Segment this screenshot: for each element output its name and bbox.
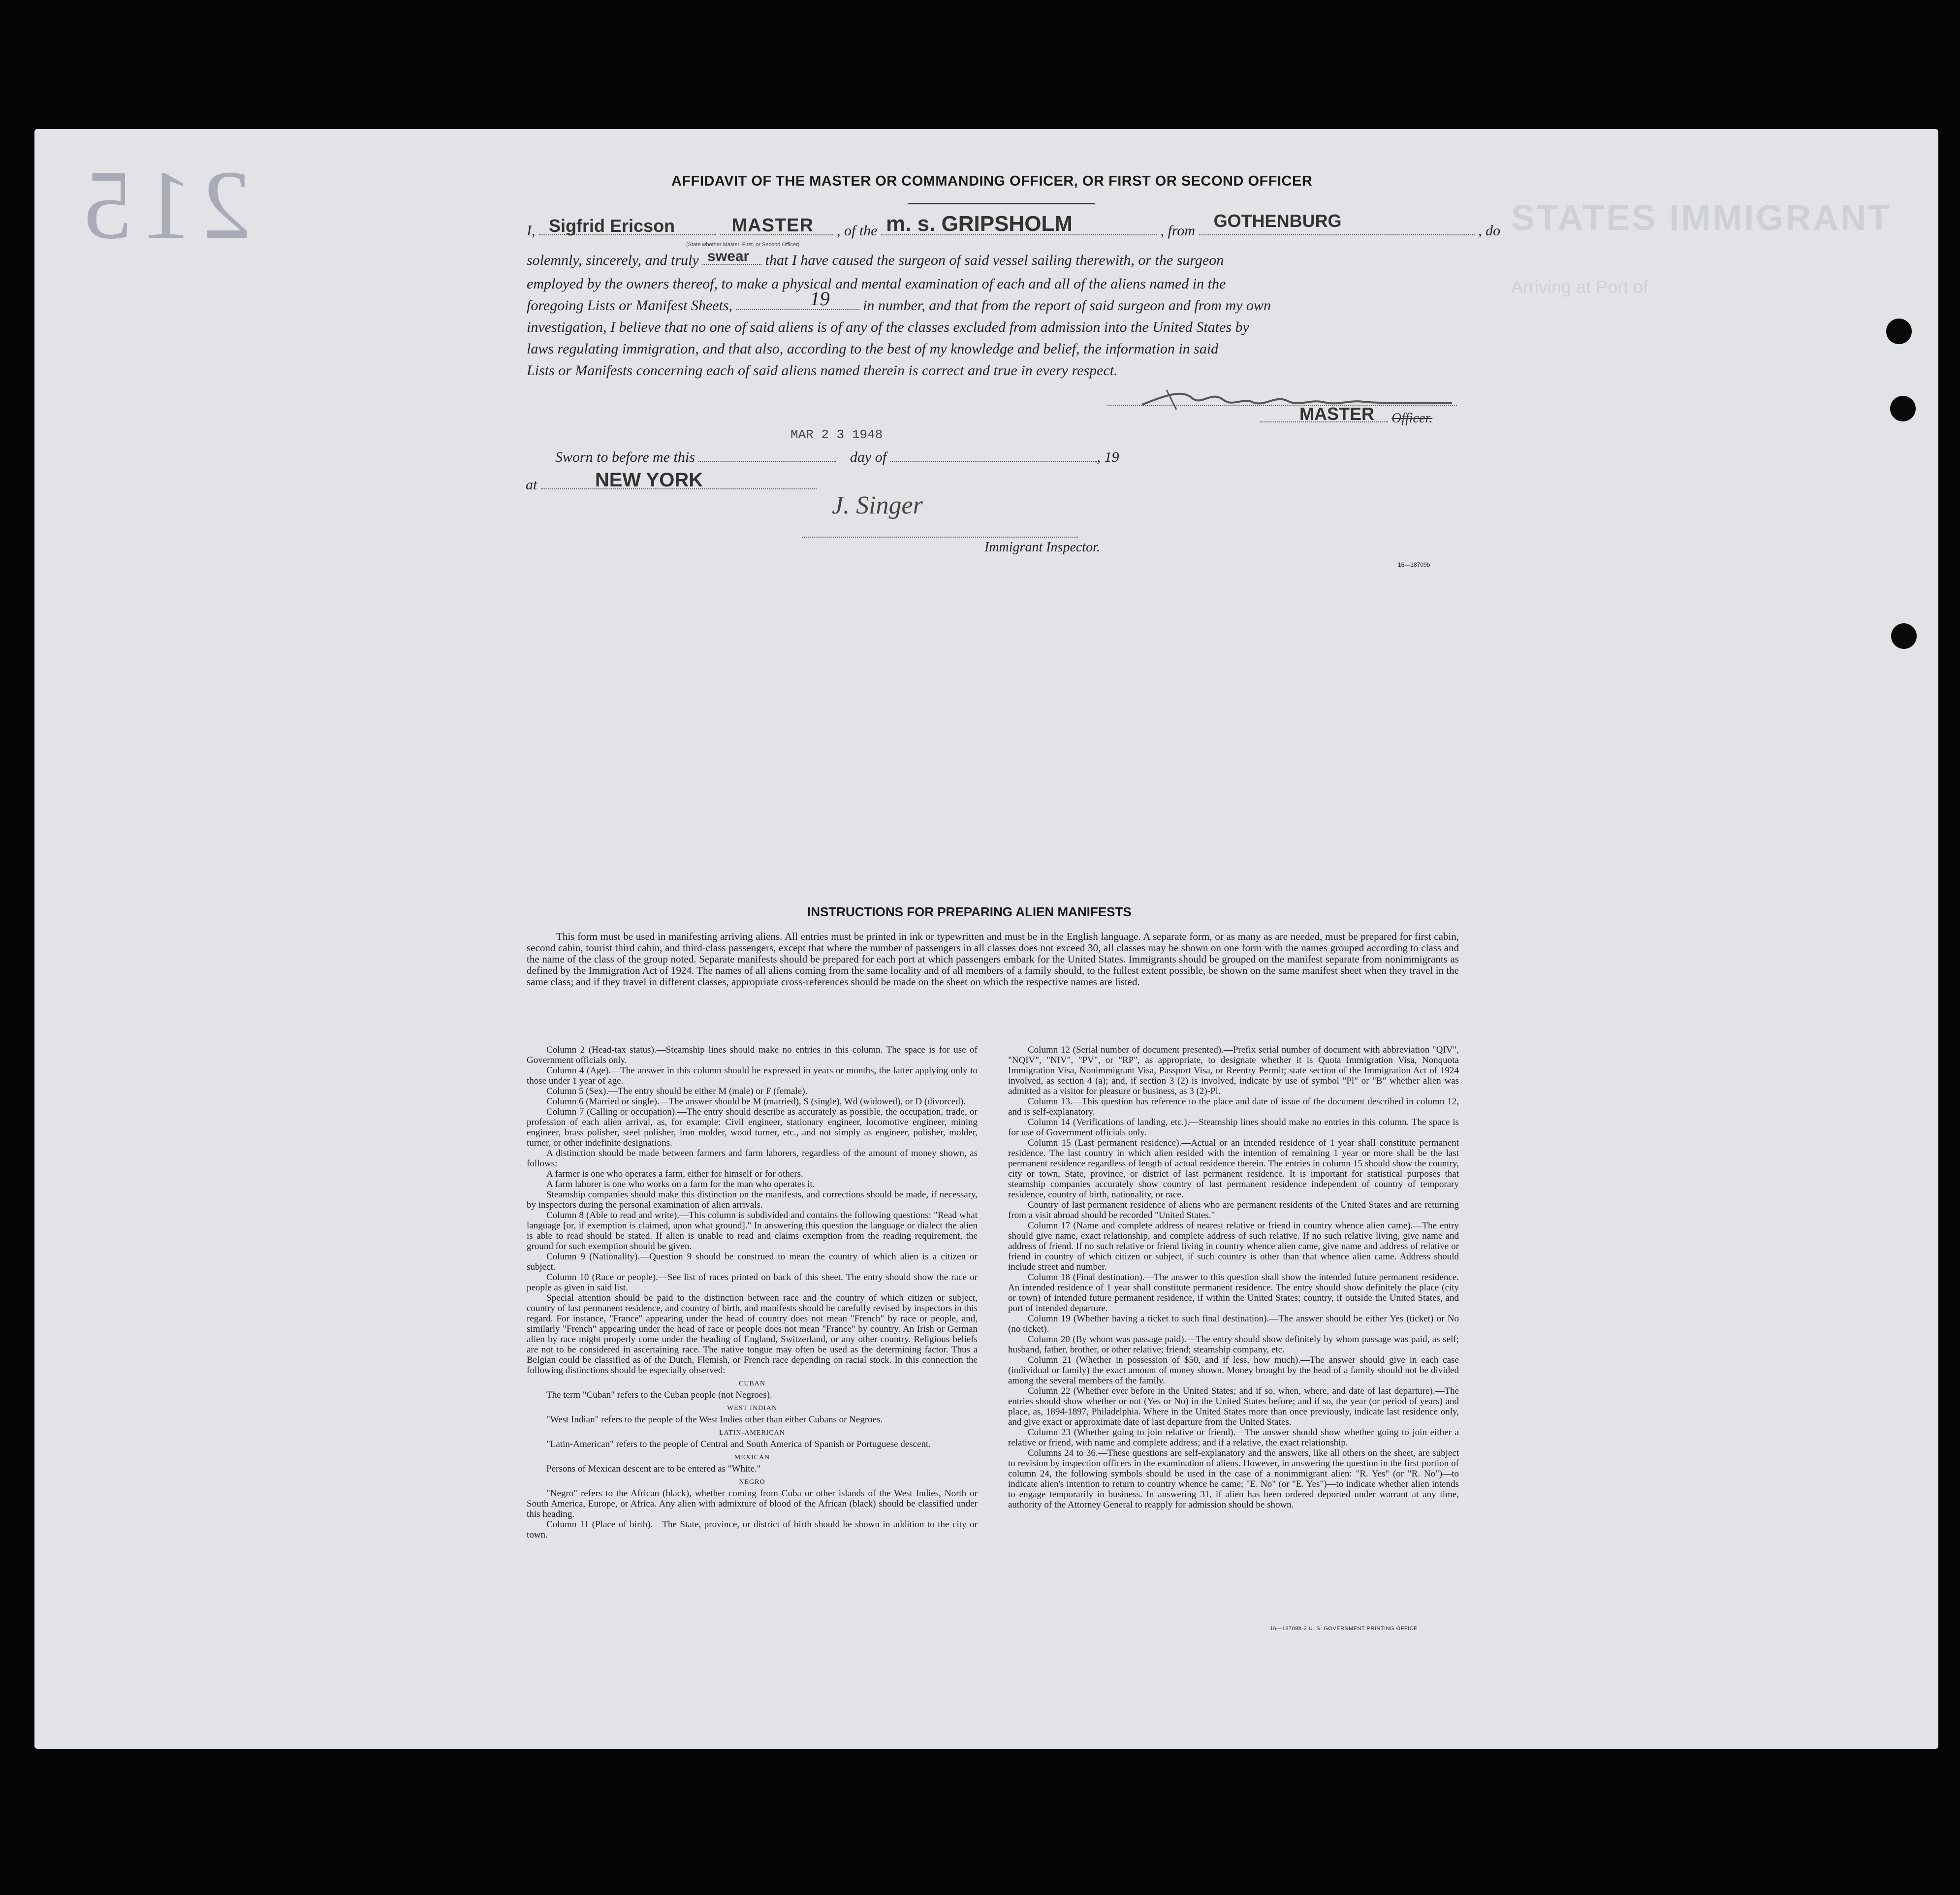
affidavit-line-6: laws regulating immigration, and that also, according to the best of my knowledge and belief, the information in said	[527, 341, 1219, 357]
race-definition: Persons of Mexican descent are to be entered as "White."	[546, 1464, 761, 1474]
title-rule	[908, 203, 1095, 204]
race-heading: WEST INDIAN	[727, 1405, 778, 1412]
instruction-paragraph: A farm laborer is one who works on a farm for the man who operates it.	[546, 1179, 815, 1189]
instructions-title: INSTRUCTIONS FOR PREPARING ALIEN MANIFESTS	[807, 904, 1132, 919]
instruction-paragraph: Column 6 (Married or single).—The answer should be M (married), S (single), Wd (widowed), or D (divorced).	[546, 1096, 966, 1107]
instruction-paragraph: Column 9 (Nationality).—Question 9 should be construed to mean the country of which alien is a citizen or subject.	[527, 1252, 978, 1272]
document-sheet	[34, 129, 1938, 1749]
place-line: at NEW YORK	[526, 477, 817, 493]
instruction-paragraph: Column 11 (Place of birth).—The State, province, or district of birth should be shown in addition to the city or town.	[527, 1519, 978, 1540]
instruction-paragraph: Column 23 (Whether going to join relative or friend).—The answer should show whether going to join either a relative or friend, with name and complete address; and if a relative, the exact relationship.	[1008, 1427, 1459, 1448]
rank-field	[720, 215, 833, 236]
race-definition: "Negro" refers to the African (black), whether coming from Cuba or other islands of the West Indies, North or South America, Europe, or Africa. Any alien with admixture of blood of the African (black) should be classified under this heading.	[527, 1488, 978, 1519]
printing-office-footer: 16—18709b-2 U. S. GOVERNMENT PRINTING OFFICE	[1270, 1626, 1418, 1632]
race-definition: The term "Cuban" refers to the Cuban people (not Negroes).	[546, 1390, 772, 1400]
instruction-paragraph: A farmer is one who operates a farm, either for himself or for others.	[546, 1169, 803, 1179]
name-field	[539, 216, 716, 236]
instruction-paragraph: Column 19 (Whether having a ticket to such final destination).—The answer should be either Yes (ticket) or No (no ticket).	[1008, 1314, 1459, 1334]
inspector-signature: J. Singer	[832, 491, 923, 519]
instruction-paragraph: Column 17 (Name and complete address of nearest relative or friend in country whence alien came).—The entry should give name, exact relationship, and complete address of such relative. If no such relative living, give name and address of friend. If no such relative or friend living in country whence alien came, give name and address of relative or friend in country of which citizen or subject, if such country is other than that whence alien came. Address should include street and number.	[1008, 1221, 1459, 1272]
affidavit-line-3: employed by the owners thereof, to make a physical and mental examination of each and all of the aliens named in the	[527, 276, 1226, 292]
instruction-paragraph: Column 12 (Serial number of document presented).—Prefix serial number of document with abbreviation "QIV", "NQIV", "NIV", "PV", or "RP", as appropriate, to designate whether it is Quota Immigration Visa, Nonquota Immigration Visa, Nonimmigrant Visa, Passport Visa, or Reentry Permit; state section of the Immigration Act of 1924 involved, as section 4 (a); and, if section 3 (2) is involved, indicate by use of symbol "Pl" or "B" whether alien was admitted as a visitor for pleasure or business, as 3 (2)-Pl.	[1008, 1045, 1459, 1096]
instruction-paragraph: Column 22 (Whether ever before in the United States; and if so, when, where, and date of last departure).—The entries should show whether or not (Yes or No) in the United States before; and if so, the year (or period of years) and place, as, 1894-1897, Philadelphia. Where in the United States more than once previously, indicate last residence only, and give exact or approximate date of last departure from the United States.	[1008, 1386, 1459, 1427]
instructions-right-column	[1008, 1045, 1459, 1510]
instruction-paragraph: Column 15 (Last permanent residence).—Actual or an intended residence of 1 year shall constitute permanent residence. The last country in which alien resided with the intention of remaining 1 year or more shall be the last permanent residence regardless of length of actual residence therein. The entries in column 15 should show the country, city or town, State, province, or district of last permanent residence. It is important for statistical purposes that steamship companies accurately show country of last permanent residence independent of country of temporary residence, country of birth, nationality, or race.	[1008, 1138, 1459, 1200]
bleed-through-header: STATES IMMIGRANT	[1511, 198, 1892, 238]
signature-line	[1107, 405, 1457, 406]
instruction-paragraph: Column 21 (Whether in possession of $50, and if less, how much).—The answer should give in each case (individual or family) the exact amount of money shown. Money brought by the head of a family should not be divided among the several members of the family.	[1008, 1355, 1459, 1386]
inspector-label: Immigrant Inspector.	[984, 540, 1100, 555]
place-name: NEW YORK	[595, 469, 703, 491]
page-number: 215	[74, 151, 251, 259]
master-rank: MASTER	[731, 215, 814, 236]
binder-hole	[1890, 396, 1916, 421]
officer-line	[1260, 404, 1506, 426]
binder-hole	[1891, 623, 1917, 649]
instruction-paragraph: A distinction should be made between farmers and farm laborers, regardless of the amount of money shown, as follows:	[527, 1148, 978, 1169]
officer-rank: MASTER	[1299, 404, 1374, 424]
vessel-field	[881, 212, 1157, 236]
bleed-through-subline: Arriving at Port of	[1511, 277, 1648, 297]
instruction-paragraph: Country of last permanent residence of aliens who are permanent residents of the United States and are returning from a visit abroad should be recorded "United States."	[1008, 1200, 1459, 1221]
instruction-paragraph: Columns 24 to 36.—These questions are self-explanatory and the answers, like all others on the sheet, are subject to revision by inspection officers in the examination of aliens. However, in answering the question in the first portion of column 24, the following symbols should be used in the case of a nonimmigrant alien: "R. Yes" (or "R. No")—to indicate alien's intention to return to country whence he came; "E. No" (or "E. Yes")—to indicate whether alien intends to engage temporarily in business. In answering 31, if alien has been ordered deported under warrant at any time, authority of the Attorney General to reapply for admission should be shown.	[1008, 1448, 1459, 1510]
instruction-paragraph: Column 4 (Age).—The answer in this column should be expressed in years or months, the latter applying only to those under 1 year of age.	[527, 1065, 978, 1086]
oath-word: swear	[707, 248, 750, 264]
officer-label: Officer.	[1391, 411, 1433, 426]
race-heading: LATIN-AMERICAN	[719, 1429, 785, 1437]
instruction-paragraph: Column 2 (Head-tax status).—Steamship lines should make no entries in this column. The space is for use of Government officials only.	[527, 1045, 978, 1065]
instruction-paragraph: Column 5 (Sex).—The entry should be either M (male) or F (female).	[546, 1086, 808, 1096]
affidavit-line-7: Lists or Manifests concerning each of said aliens named therein is correct and true in every respect.	[527, 362, 1118, 379]
race-definition: "West Indian" refers to the people of the West Indies other than either Cubans or Negroes.	[546, 1414, 883, 1425]
instruction-paragraph: Special attention should be paid to the distinction between race and the country of which citizen or subject, country of last permanent residence, and country of birth, and manifests should be carefully revised by inspectors in this regard. For instance, "France" appearing under the head of country does not mean "French" by race or people, and, similarly "French" appearing under the head of race or people does not mean "France" by country. An Irish or German alien by race might properly come under the heading of England, Switzerland, or any other country. Religious beliefs are not to be considered in ascertaining race. The native tongue may often be used as the determining factor. Thus a Belgian could be classified as of the Dutch, Flemish, or French race depending on racial stock. In this connection the following distinctions should be especially observed:	[527, 1293, 978, 1376]
instruction-paragraph: Column 7 (Calling or occupation).—The entry should describe as accurately as possible, the occupation, trade, or profession of each alien arrival, as, for example: Civil engineer, stationary engineer, locomotive engineer, mining engineer, brass polisher, steel polisher, iron molder, wood turner, etc., and not simply as engineer, polisher, molder, turner, or other indefinite designations.	[527, 1107, 978, 1148]
rank-hint: (State whether Master, First, or Second Officer)	[686, 242, 800, 248]
form-number: 16—18709b	[1398, 561, 1430, 568]
binder-hole	[1886, 319, 1912, 344]
affidavit-line-2: solemnly, sincerely, and truly swear that I have caused the surgeon of said vessel sailing therewith, or the surgeon	[527, 248, 1224, 268]
instruction-paragraph: Steamship companies should make this distinction on the manifests, and corrections should be made, if necessary, by inspectors during the personal examination of alien arrivals.	[527, 1189, 978, 1210]
instruction-paragraph: Column 13.—This question has reference to the place and date of issue of the document described in column 12, and is self-explanatory.	[1008, 1096, 1459, 1117]
race-definition: "Latin-American" refers to the people of Central and South America of Spanish or Portuguese descent.	[546, 1439, 931, 1449]
affidavit-title: AFFIDAVIT OF THE MASTER OR COMMANDING OFFICER, OR FIRST OR SECOND OFFICER	[671, 173, 1313, 189]
master-name: Sigfrid Ericson	[549, 216, 675, 236]
departure-port: GOTHENBURG	[1213, 211, 1342, 231]
sworn-line: Sworn to before me this day of , 19	[555, 449, 1119, 465]
instruction-paragraph: Column 10 (Race or people).—See list of races printed on back of this sheet. The entry should show the race or people as given in said list.	[527, 1272, 978, 1293]
word-i: I,	[527, 223, 536, 239]
instruction-paragraph: Column 18 (Final destination).—The answer to this question shall show the intended future permanent residence. An intended residence of 1 year shall constitute permanent residence. The entry should show definitely the place (city or town) of intended future permanent residence, if within the United States; country, if outside the United States, and port of intended departure.	[1008, 1272, 1459, 1314]
affidavit-line-5: investigation, I believe that no one of said aliens is of any of the classes excluded from admission into the United States by	[527, 319, 1249, 335]
instructions-left-column	[527, 1045, 978, 1540]
race-heading: CUBAN	[738, 1380, 765, 1387]
race-heading: NEGRO	[739, 1478, 765, 1486]
affidavit-line-4: foregoing Lists or Manifest Sheets, 19 in number, and that from the report of said surgeon and from my own	[527, 288, 1271, 314]
inspector-line	[802, 537, 1078, 538]
instruction-paragraph: Column 20 (By whom was passage paid).—The entry should show definitely by whom passage was paid, as self; husband, father, brother, or other relative; friend; steamship company, etc.	[1008, 1334, 1459, 1355]
port-field	[1199, 211, 1475, 235]
instruction-paragraph: Column 8 (Able to read and write).—This column is subdivided and contains the following questions: "Read what language [or, if exemption is claimed, upon what ground]." In answering this question the language or dialect the alien is able to read should be stated. If alien is unable to read and claims exemption from the reading requirement, the ground for such exemption should be given.	[527, 1210, 978, 1252]
instruction-paragraph: Column 14 (Verifications of landing, etc.).—Steamship lines should make no entries in this column. The space is for use of Government officials only.	[1008, 1117, 1459, 1138]
race-heading: MEXICAN	[734, 1454, 770, 1461]
instructions-intro: This form must be used in manifesting arriving aliens. All entries must be printed in ink or typewritten and must be in the English language. A separate form, or as many as are needed, must be prepared for first cabin, second cabin, tourist third cabin, and third-class passengers, except that where the number of passengers in all classes does not exceed 30, all classes may be shown on one form with the names grouped according to class and the name of the class of the group noted. Separate manifests should be prepared for each port at which passengers embark for the United States. Immigrants should be grouped on the manifest separate from nonimmigrants as defined by the Immigration Act of 1924. The names of all aliens coming from the same locality and of all members of a family should, to the fullest extent possible, be shown on the same manifest sheet when they travel in the same class; and if they travel in different classes, appropriate cross-references should be made on the sheet on which the respective names are listed.	[527, 931, 1459, 988]
sheet-count: 19	[810, 288, 830, 310]
affidavit-line-1: I, Sigfrid Ericson MASTER , of the m. s. GRIPSHOLM , from GOTHENBURG , do	[527, 211, 1501, 239]
date-stamp: MAR 2 3 1948	[790, 427, 883, 442]
vessel-name: m. s. GRIPSHOLM	[886, 212, 1073, 236]
